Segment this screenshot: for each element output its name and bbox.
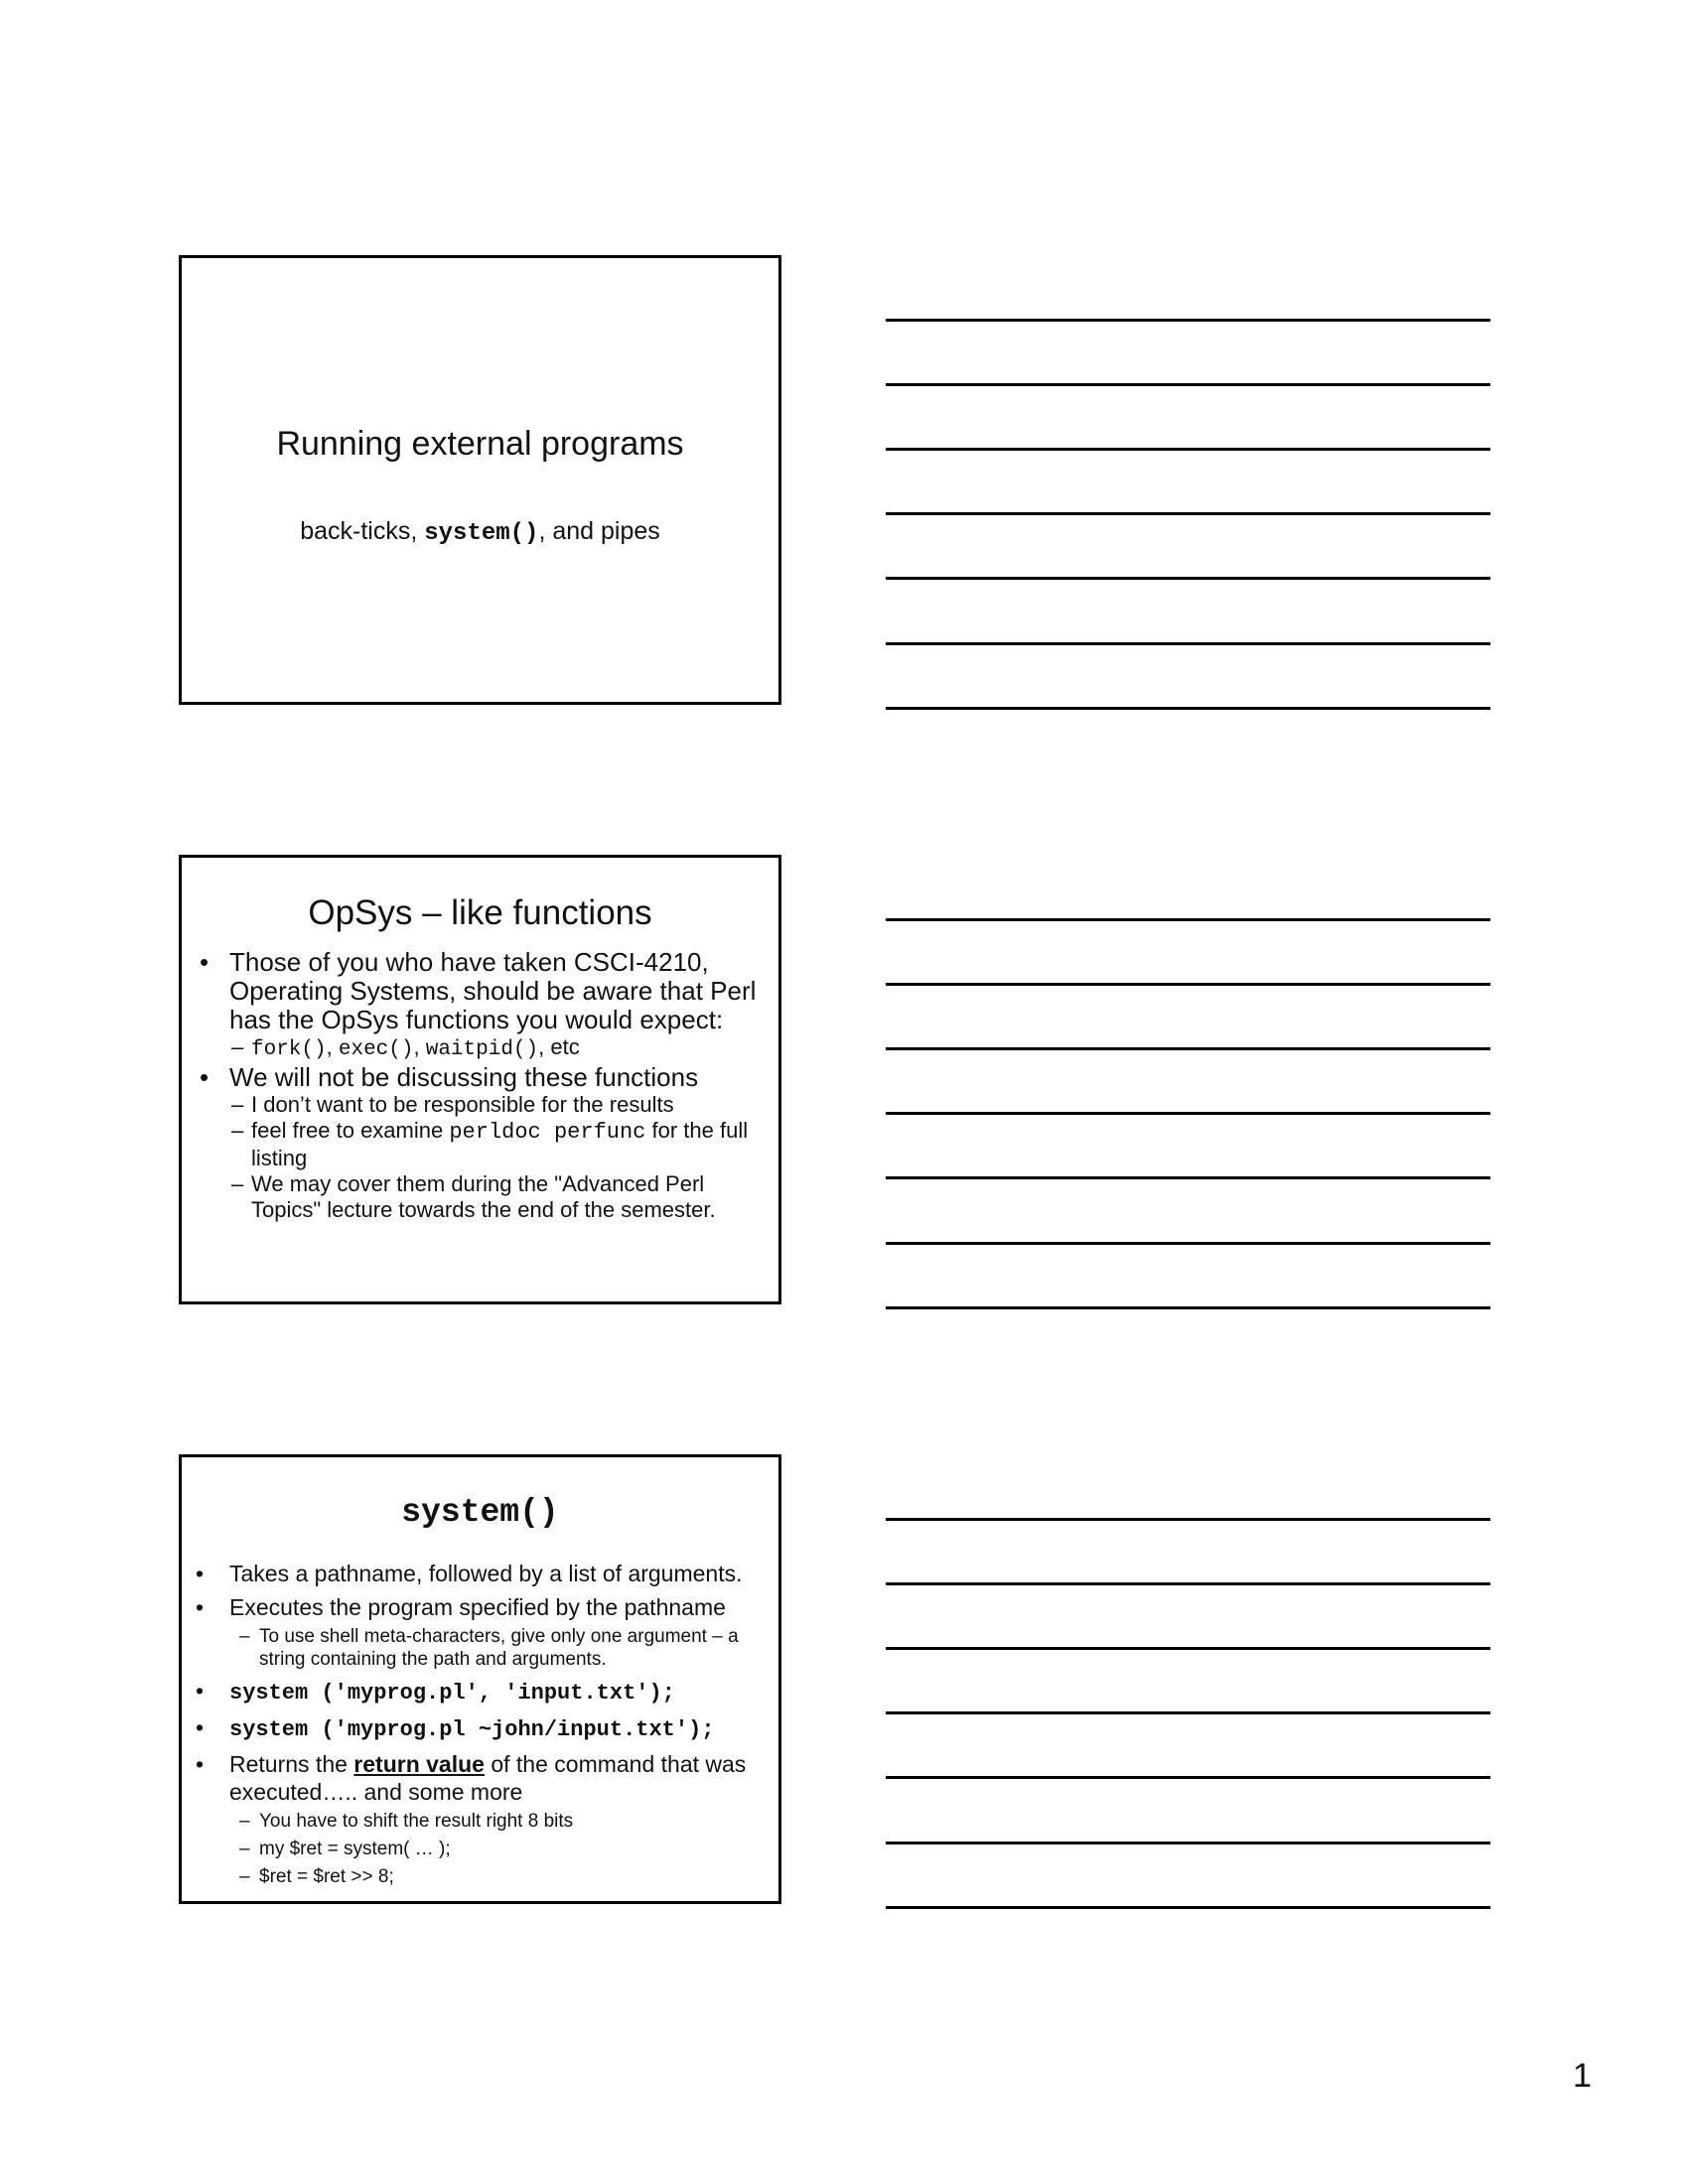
note-line bbox=[886, 1518, 1490, 1521]
note-line bbox=[886, 448, 1490, 451]
bullet-marker: • bbox=[196, 1678, 205, 1704]
note-line bbox=[886, 1176, 1490, 1179]
bullet-marker: • bbox=[196, 1751, 205, 1777]
bullet-item bbox=[200, 1063, 761, 1092]
sub-bullet-text: We may cover them during the "Advanced Perl Topics" lecture towards the end of the semester. bbox=[251, 1171, 716, 1222]
sub-bullet-item bbox=[200, 1034, 761, 1063]
dash-marker: – bbox=[239, 1626, 250, 1647]
bullet-marker: • bbox=[196, 1714, 205, 1740]
sub-bullet-text: $ret = $ret >> 8; bbox=[259, 1866, 394, 1887]
bullet-item bbox=[196, 1750, 765, 1806]
bullet-item bbox=[200, 948, 761, 1034]
dash-marker: – bbox=[231, 1034, 244, 1059]
bullet-item bbox=[196, 1593, 765, 1621]
bullet-item bbox=[196, 1560, 765, 1587]
sub-bullet-pre: feel free to examine bbox=[251, 1118, 450, 1143]
slide-3-title: system() bbox=[401, 1494, 559, 1531]
slide-3-body bbox=[182, 1560, 778, 1888]
note-line bbox=[886, 1906, 1490, 1909]
bullet-item-code bbox=[196, 1677, 765, 1707]
sub-bullet-item bbox=[200, 1171, 761, 1223]
dash-marker: – bbox=[239, 1866, 250, 1887]
sub-bullet-text: To use shell meta-characters, give only one argument – a string containing the path and arguments. bbox=[259, 1626, 739, 1670]
bullet-marker: • bbox=[200, 1062, 210, 1092]
sub-bullet-post: for the full listing bbox=[251, 1118, 749, 1170]
sub-bullet-item bbox=[200, 1092, 761, 1118]
slide-1 bbox=[179, 255, 781, 705]
bullet-marker: • bbox=[196, 1561, 205, 1586]
sub-bullet-item bbox=[196, 1625, 765, 1671]
sub-bullet-text: I don’t want to be responsible for the results bbox=[251, 1092, 674, 1117]
sub-bullet-item bbox=[196, 1865, 765, 1888]
sub-bullet-text: my $ret = system( … ); bbox=[259, 1839, 451, 1859]
separator: , bbox=[326, 1034, 339, 1059]
slide-2-title: OpSys – like functions bbox=[308, 893, 652, 932]
dash-marker: – bbox=[239, 1811, 250, 1832]
code-exec: exec() bbox=[338, 1038, 414, 1061]
note-line bbox=[886, 1242, 1490, 1245]
note-line bbox=[886, 512, 1490, 515]
code-waitpid: waitpid() bbox=[425, 1038, 539, 1061]
slide-3 bbox=[179, 1454, 781, 1904]
subtitle-code: system() bbox=[424, 520, 539, 547]
dash-marker: – bbox=[231, 1118, 244, 1143]
note-line bbox=[886, 1047, 1490, 1050]
return-value-emphasis: return value bbox=[353, 1751, 485, 1777]
bullet-marker: • bbox=[200, 947, 210, 977]
bullet-text: Executes the program specified by the pathname bbox=[229, 1594, 726, 1620]
code-perldoc: perldoc perfunc bbox=[449, 1120, 646, 1145]
note-line bbox=[886, 577, 1490, 580]
note-line bbox=[886, 1112, 1490, 1115]
note-line bbox=[886, 1711, 1490, 1714]
code-system-string: system ('myprog.pl ~john/input.txt'); bbox=[229, 1717, 715, 1742]
note-line bbox=[886, 707, 1490, 710]
note-line bbox=[886, 1647, 1490, 1650]
bullet-text: We will not be discussing these functions bbox=[229, 1062, 699, 1092]
bullet-text: Takes a pathname, followed by a list of arguments. bbox=[229, 1561, 743, 1586]
note-line bbox=[886, 1306, 1490, 1309]
sub-bullet-item bbox=[196, 1810, 765, 1833]
note-line bbox=[886, 1582, 1490, 1585]
subtitle-pre: back-ticks, bbox=[300, 517, 425, 545]
dash-marker: – bbox=[231, 1092, 244, 1117]
separator: , bbox=[413, 1034, 426, 1059]
code-system-list: system ('myprog.pl', 'input.txt'); bbox=[229, 1681, 675, 1706]
bullet-text: Those of you who have taken CSCI-4210, Operating Systems, should be aware that Perl has the OpSys functions you would expect: bbox=[229, 947, 757, 1034]
note-line bbox=[886, 1842, 1490, 1844]
bullet-item-code bbox=[196, 1713, 765, 1744]
sub-bullet-tail: , etc bbox=[538, 1034, 580, 1059]
bullet-pre: Returns the bbox=[229, 1751, 354, 1777]
note-line bbox=[886, 1776, 1490, 1779]
code-fork: fork() bbox=[251, 1038, 327, 1061]
sub-bullet-text: You have to shift the result right 8 bits bbox=[259, 1811, 574, 1832]
bullet-marker: • bbox=[196, 1594, 205, 1620]
page-number: 1 bbox=[1573, 2057, 1592, 2095]
bullet-post: of the command that was executed….. and some more bbox=[229, 1751, 747, 1805]
sub-bullet-item bbox=[196, 1838, 765, 1860]
note-line bbox=[886, 319, 1490, 322]
slide-1-title: Running external programs bbox=[276, 425, 684, 463]
subtitle-post: , and pipes bbox=[538, 517, 660, 545]
slide-2-body bbox=[182, 948, 778, 1223]
sub-bullet-item bbox=[200, 1118, 761, 1171]
dash-marker: – bbox=[231, 1171, 244, 1196]
note-line bbox=[886, 983, 1490, 986]
note-line bbox=[886, 642, 1490, 645]
dash-marker: – bbox=[239, 1839, 250, 1859]
slide-1-subtitle bbox=[182, 517, 778, 547]
note-line bbox=[886, 918, 1490, 921]
note-line bbox=[886, 383, 1490, 386]
slide-2 bbox=[179, 855, 781, 1304]
